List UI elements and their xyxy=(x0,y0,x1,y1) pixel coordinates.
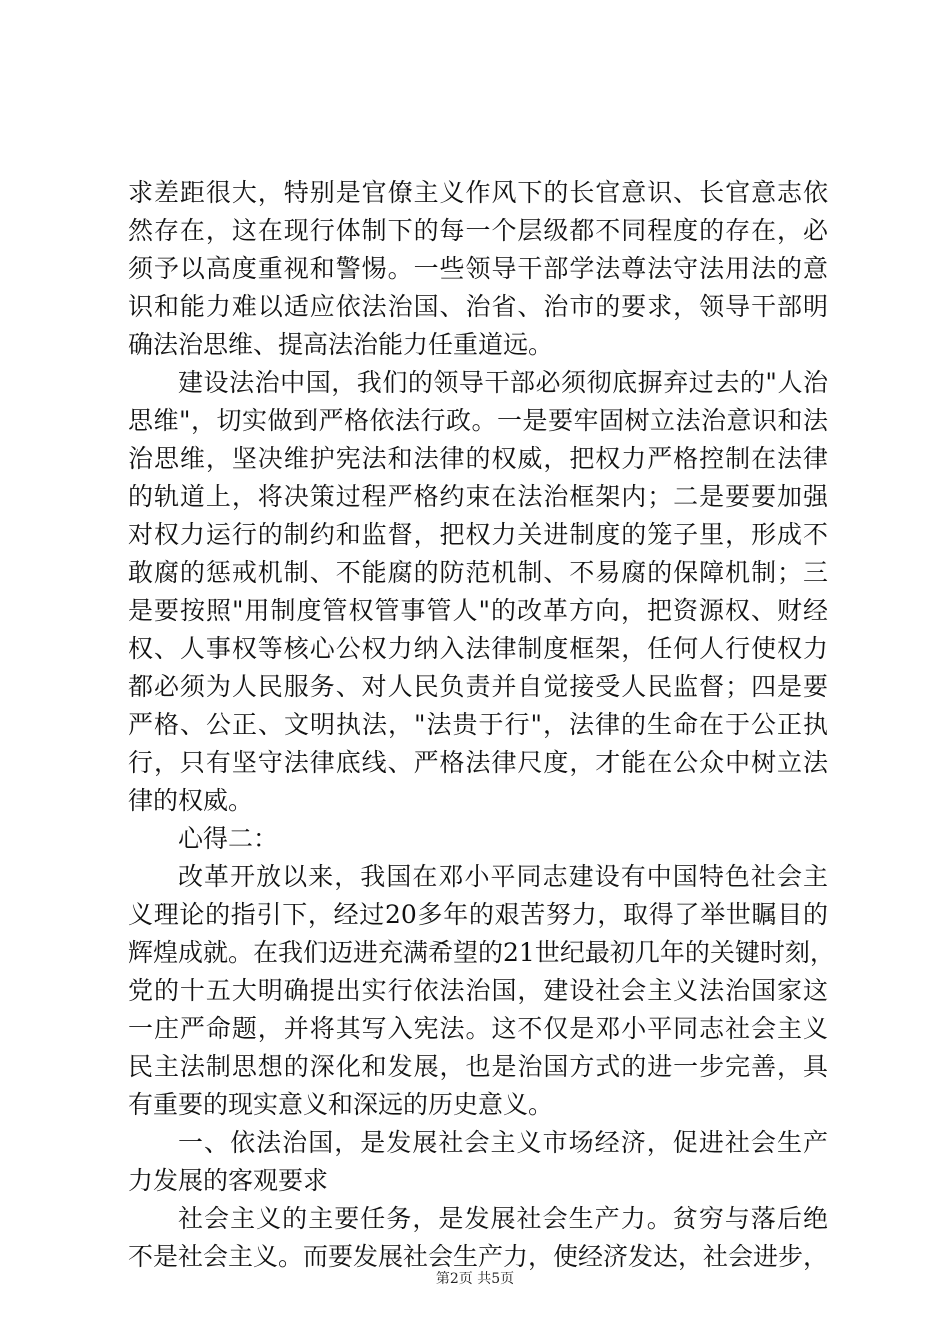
text-line: 然存在，这在现行体制下的每一个层级都不同程度的存在，必 xyxy=(128,216,828,245)
text-line: 思维"，切实做到严格依法行政。一是要牢固树立法治意识和法 xyxy=(128,406,828,435)
text-line: 行，只有坚守法律底线、严格法律尺度，才能在公众中树立法 xyxy=(128,748,828,777)
text-line: 一庄严命题，并将其写入宪法。这不仅是邓小平同志社会主义 xyxy=(128,1014,828,1043)
text-line: 须予以高度重视和警惕。一些领导干部学法尊法守法用法的意 xyxy=(128,254,828,283)
text-line: 有重要的现实意义和深远的历史意义。 xyxy=(128,1090,554,1119)
paragraph-start-line: 改革开放以来，我国在邓小平同志建设有中国特色社会主 xyxy=(178,862,828,891)
text-line: 民主法制思想的深化和发展，也是治国方式的进一步完善，具 xyxy=(128,1052,828,1081)
subheading-line: 力发展的客观要求 xyxy=(128,1166,329,1195)
text-line: 不是社会主义。而要发展社会生产力，使经济发达，社会进步， xyxy=(128,1242,829,1271)
text-line: 辉煌成就。在我们迈进充满希望的21世纪最初几年的关键时刻， xyxy=(128,938,835,967)
text-line: 义理论的指引下，经过20多年的艰苦努力，取得了举世瞩目的 xyxy=(128,900,828,929)
text-line: 律的权威。 xyxy=(128,786,254,815)
text-line: 党的十五大明确提出实行依法治国，建设社会主义法治国家这 xyxy=(128,976,828,1005)
paragraph-start-line: 社会主义的主要任务，是发展社会生产力。贫穷与落后绝 xyxy=(178,1204,828,1233)
text-line: 都必须为人民服务、对人民负责并自觉接受人民监督；四是要 xyxy=(128,672,828,701)
text-line: 求差距很大，特别是官僚主义作风下的长官意识、长官意志依 xyxy=(128,178,828,207)
paragraph-start-line: 建设法治中国，我们的领导干部必须彻底摒弃过去的"人治 xyxy=(178,368,828,397)
text-line: 严格、公正、文明执法，"法贵于行"，法律的生命在于公正执 xyxy=(128,710,828,739)
subheading-line: 一、依法治国，是发展社会主义市场经济，促进社会生产 xyxy=(178,1128,828,1157)
text-line: 敢腐的惩戒机制、不能腐的防范机制、不易腐的保障机制；三 xyxy=(128,558,828,587)
text-line: 的轨道上，将决策过程严格约束在法治框架内；二是要要加强 xyxy=(128,482,828,511)
text-line: 权、人事权等核心公权力纳入法律制度框架，任何人行使权力 xyxy=(128,634,828,663)
text-line: 识和能力难以适应依法治国、治省、治市的要求，领导干部明 xyxy=(128,292,828,321)
text-line: 治思维，坚决维护宪法和法律的权威，把权力严格控制在法律 xyxy=(128,444,828,473)
text-line: 是要按照"用制度管权管事管人"的改革方向，把资源权、财经 xyxy=(128,596,828,625)
text-line: 对权力运行的制约和监督，把权力关进制度的笼子里，形成不 xyxy=(128,520,828,549)
section-heading: 心得二： xyxy=(178,824,279,853)
text-line: 确法治思维、提高法治能力任重道远。 xyxy=(128,330,554,359)
page-number-footer: 第2页 共5页 xyxy=(435,1271,515,1287)
